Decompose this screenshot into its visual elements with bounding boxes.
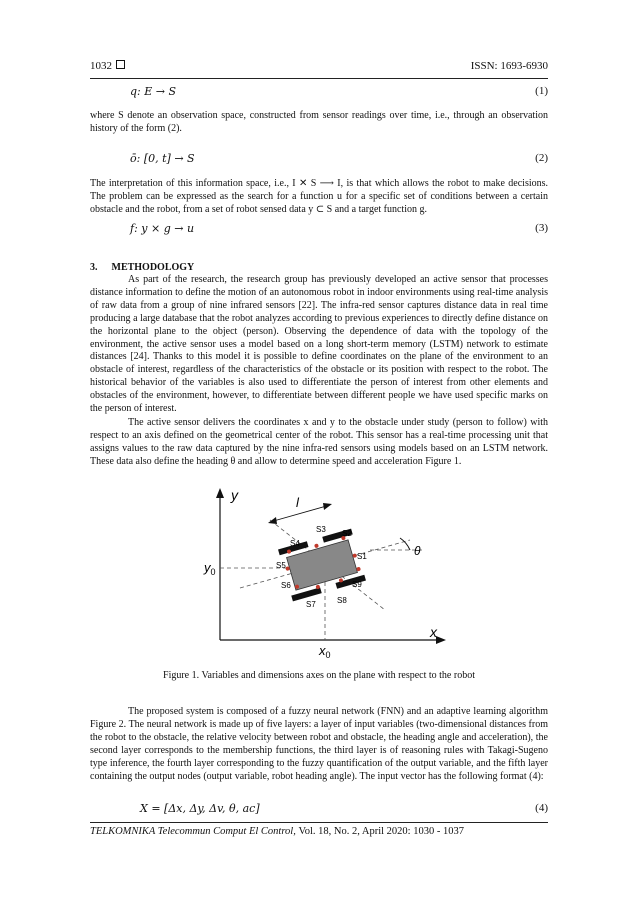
equation-expr: ō: [0, t] → S — [130, 152, 195, 165]
sensor-label-s4: S4 — [290, 539, 300, 548]
sensor-label-s6: S6 — [281, 581, 291, 590]
sensor-label-s3: S3 — [316, 525, 326, 534]
footer-journal: TELKOMNIKA Telecommun Comput El Control, — [90, 826, 296, 837]
equation-1 — [130, 85, 548, 99]
equation-2 — [130, 152, 548, 166]
paragraph-active-sensor: The active sensor delivers the coordinates x and y to the obstacle under study (person to follow) with respect to an axis defined on the geometrical center of the robot. This sensor has a real-time processing unit that assigns values to the raw data captured by the nine infra-red sensors using models based on an LSTM network. These data also define the heading θ and allow to determine speed and acceleration Figure 1. — [90, 417, 548, 467]
theta-label: θ — [414, 544, 421, 558]
sensor-label-s5: S5 — [276, 561, 286, 570]
sensor-label-s7: S7 — [306, 600, 316, 609]
equation-number: (4) — [535, 802, 548, 814]
figure-caption: Figure 1. Variables and dimensions axes on the plane with respect to the robot — [163, 670, 475, 681]
footer-details: Vol. 18, No. 2, April 2020: 1030 - 1037 — [298, 826, 464, 837]
section-heading — [90, 262, 208, 273]
x-axis-arrow — [436, 636, 446, 644]
y-axis-arrow — [216, 488, 224, 498]
page-footer — [90, 826, 464, 837]
length-arrow — [270, 505, 330, 522]
page-header — [90, 60, 548, 76]
x-axis-label: x — [430, 624, 437, 640]
page-number: 1032 — [90, 60, 125, 72]
section-title: METHODOLOGY — [111, 262, 195, 273]
y-axis-label: y — [231, 487, 238, 503]
equation-4 — [140, 802, 548, 816]
length-arrow-head-left — [268, 517, 277, 524]
equation-expr: q: E → S — [130, 85, 177, 98]
square-icon — [116, 60, 125, 69]
equation-number: (1) — [535, 85, 548, 97]
x0-label: $x_0$ — [319, 643, 331, 660]
sensor-label-s2: S2 — [342, 529, 352, 538]
y0-label: $y_0$ — [204, 560, 216, 577]
paragraph-proposed-system: The proposed system is composed of a fuzzy neural network (FNN) and an adaptive learning algorithm Figure 2. The neural network is made up of five layers: a layer of input variables (two-dimensional distances from the robot to the obstacle, the relative velocity between robot and obstacle, the heading angle and acceleration), the second layer corresponds to the membership functions, the third layer is of reasoning rules with Takagi-Sugeno type inference, the fourth layer corresponding to the fuzzy quantification of the output variable, and the fifth layer containing the output nodes (output variable, robot heading angle). The input vector has the following format (4): — [90, 706, 548, 782]
paragraph-methodology: As part of the research, the research group has previously developed an active sensor that processes distance information to define the motion of an autonomous robot in indoor environments using real-time analysis of raw data from a group of nine infrared sensors [22]. The infra-red sensor captures distance data in real time producing a large database that the robot analyzes according to previous experiences to directly define distance on the horizontal plane to the object (person). Observing the dependence of data with the topology of the environment, the active sensor uses a model based on a long short-term memory (LSTM) network to estimate distances [24]. Thanks to this model it is possible to define coordinates on the plane of the environment to an obstacle of interest, regardless of the characteristics of the obstacle or its position with respect to the robot. The historical behavior of the variables is also used to differentiate the person of interest from other elements and obstacles of the environment, however, to differentiate between different people we have used specific marks on the person of interest. — [90, 274, 548, 415]
paragraph-interpretation: The interpretation of this information space, i.e., I ✕ S ⟶ I, is that which allows the robot to make decisions. The problem can be expressed as the search for a function u for a specific set of conditions between a certain obstacle and the robot, from a set of robot sensed data y ⊂ S and a target function g. — [90, 178, 548, 215]
equation-expr: X = [Δx, Δy, Δv, θ, ac] — [140, 802, 260, 815]
paragraph-observation: where S denote an observation space, constructed from sensor readings over time, i.e., through an observation history of the form (2). — [90, 110, 548, 134]
sensor-label-s1: S1 — [357, 552, 367, 561]
equation-number: (2) — [535, 152, 548, 164]
footer-rule — [90, 822, 548, 823]
equation-3 — [130, 222, 548, 236]
sensor-marker-s3 — [314, 543, 319, 548]
header-rule — [90, 78, 548, 79]
section-number: 3. — [90, 262, 98, 273]
issn: ISSN: 1693-6930 — [470, 60, 548, 72]
sensor-label-s8: S8 — [337, 596, 347, 605]
length-arrow-head-right — [323, 503, 332, 510]
length-label: l — [296, 495, 299, 510]
figure-robot-axes — [200, 480, 450, 660]
equation-number: (3) — [535, 222, 548, 234]
sensor-label-s9: S9 — [352, 580, 362, 589]
theta-arc — [400, 538, 410, 550]
equation-expr: f: y × g → u — [130, 222, 195, 235]
